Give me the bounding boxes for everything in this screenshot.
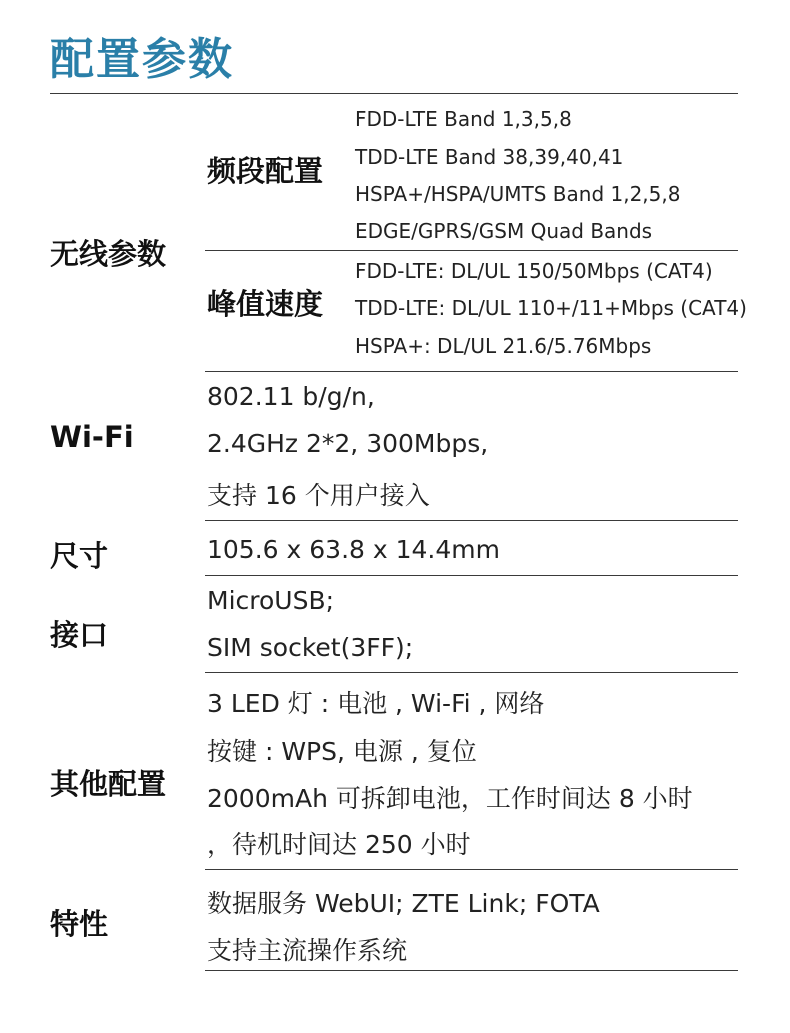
section-label-wireless: 无线参数 xyxy=(50,237,167,271)
spec-line: EDGE/GPRS/GSM Quad Bands xyxy=(355,219,653,243)
section-divider xyxy=(205,520,738,521)
section-divider xyxy=(205,371,738,372)
section-label-interface: 接口 xyxy=(50,618,109,652)
subsection-divider xyxy=(205,250,738,251)
section-label-wifi: Wi-Fi xyxy=(50,420,134,454)
spec-line: HSPA+/HSPA/UMTS Band 1,2,5,8 xyxy=(355,182,681,206)
spec-line: 105.6 x 63.8 x 14.4mm xyxy=(207,535,500,564)
spec-line: 数据服务 WebUI; ZTE Link; FOTA xyxy=(207,889,600,918)
page-title: 配置参数 xyxy=(50,34,234,85)
section-divider xyxy=(205,970,738,971)
spec-line: 3 LED 灯 : 电池 , Wi-Fi , 网络 xyxy=(207,689,545,718)
subsection-label-bands: 频段配置 xyxy=(207,154,324,188)
section-divider xyxy=(205,869,738,870)
title-divider xyxy=(50,93,738,94)
subsection-label-peak-speed: 峰值速度 xyxy=(207,287,324,321)
spec-line: 802.11 b/g/n, xyxy=(207,382,375,411)
section-label-size: 尺寸 xyxy=(50,539,109,573)
section-divider xyxy=(205,575,738,576)
spec-line: TDD-LTE: DL/UL 110+/11+Mbps (CAT4) xyxy=(355,296,747,320)
spec-line: 支持主流操作系统 xyxy=(207,936,408,965)
section-divider xyxy=(205,672,738,673)
spec-line: 2.4GHz 2*2, 300Mbps, xyxy=(207,429,489,458)
section-label-features: 特性 xyxy=(50,907,109,941)
spec-line: SIM socket(3FF); xyxy=(207,633,414,662)
spec-line: TDD-LTE Band 38,39,40,41 xyxy=(355,145,624,169)
spec-line: MicroUSB; xyxy=(207,586,335,615)
spec-line: ，待机时间达 250 小时 xyxy=(207,830,471,859)
spec-line: 支持 16 个用户接入 xyxy=(207,481,430,510)
spec-line: 2000mAh 可拆卸电池，工作时间达 8 小时 xyxy=(207,784,693,813)
section-label-other: 其他配置 xyxy=(50,767,167,801)
spec-line: 按键 : WPS, 电源 , 复位 xyxy=(207,737,477,766)
spec-line: HSPA+: DL/UL 21.6/5.76Mbps xyxy=(355,334,652,358)
spec-line: FDD-LTE: DL/UL 150/50Mbps (CAT4) xyxy=(355,259,713,283)
spec-line: FDD-LTE Band 1,3,5,8 xyxy=(355,107,572,131)
